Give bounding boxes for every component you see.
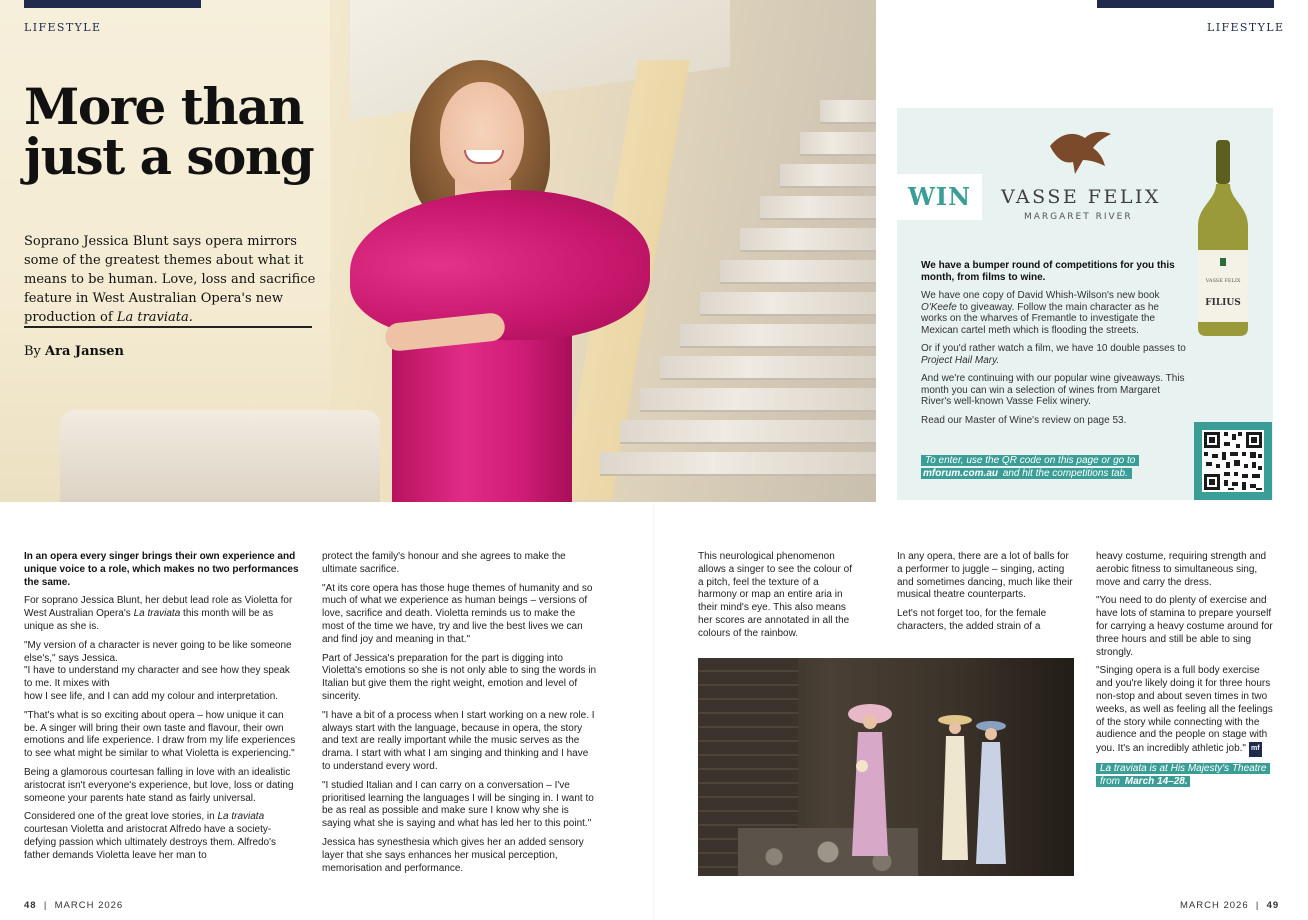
- competition-text: [921, 260, 1186, 433]
- article-paragraph: Considered one of the great love stories, in La traviata courtesan Violetta and aristocrat Alfredo have a society-defying passion which ultimately destroys them. Alfredo's father demands Violetta leave her man to: [24, 811, 277, 861]
- article-paragraph: "That's what is so exciting about opera – how unique it can be. A singer will bring their own taste and flavour, their own emotions and life experience. I draw from my life experiences to see what might be similar to what Violetta is experiencing.": [24, 709, 296, 760]
- article-column-3: [698, 551, 860, 647]
- performance-details: La traviata is at His Majesty's Theatre from March 14–28.: [1096, 763, 1276, 789]
- article-column-4: [897, 551, 1077, 640]
- left-top-bar: [24, 0, 201, 8]
- bottle-label-name: FILIUS: [1205, 298, 1241, 308]
- standfirst: [24, 232, 324, 327]
- right-folio: MARCH 2026 | 49: [1180, 900, 1280, 911]
- standfirst-text: Soprano Jessica Blunt says opera mirrors some of the greatest themes about what it means to be human. Love, loss and sacrifice feature in West Australian Opera's new production of: [24, 234, 316, 325]
- qr-code-icon[interactable]: [1194, 422, 1272, 500]
- competition-p4: Read our Master of Wine's review on page 53.: [921, 414, 1127, 426]
- end-mark-icon: mf: [1249, 742, 1262, 757]
- competition-cta: To enter, use the QR code on this page or go to mforum.com.au and hit the competitions tab.: [921, 455, 1176, 480]
- article-paragraph: This neurological phenomenon allows a singer to see the colour of a pitch, feel the texture of a harmony or map an entire aria in their mind's eye. This also means her scores are annotated in all the colours of the rainbow.: [698, 551, 852, 639]
- article-paragraph: In any opera, there are a lot of balls for a performer to juggle – singing, acting and sometimes dancing, much like their musical theatre counterparts.: [897, 551, 1073, 601]
- article-lead: In an opera every singer brings their own experience and unique voice to a role, which makes no two performances the same.: [24, 551, 299, 588]
- article-paragraph: For soprano Jessica Blunt, her debut lead role as Violetta for West Australian Opera's La traviata this month will be as unique as she is.: [24, 595, 293, 632]
- competition-link[interactable]: mforum.com.au: [923, 467, 999, 479]
- competition-p2: Or if you'd rather watch a film, we have 10 double passes to Project Hail Mary.: [921, 343, 1186, 366]
- byline-prefix: By: [24, 344, 41, 359]
- article-paragraph: "I have a bit of a process when I start working on a new role. I always start with the language, because in opera, the story and text are really important while the music serves as the drama. I start with what I am singing and thinking and I have to understand every word.: [322, 709, 595, 772]
- wine-bottle-image: [1194, 140, 1252, 336]
- title-line-2: just a song: [24, 127, 314, 186]
- right-top-bar: [1097, 0, 1274, 8]
- article-paragraph: protect the family's honour and she agrees to make the ultimate sacrifice.: [322, 551, 566, 575]
- article-title: [24, 77, 344, 186]
- byline-author: Ara Jansen: [45, 344, 124, 359]
- article-paragraph: Being a glamorous courtesan falling in love with an idealistic aristocrat isn't everyone's experience, but love, loss or dating someone your parents hate stand as fairly universal.: [24, 766, 294, 804]
- article-column-5: [1096, 551, 1276, 795]
- article-paragraph: "At its core opera has those huge themes of humanity and so much of what we experience as human beings – versions of love, sacrifice and death. Violetta reminds us to make the most of the time we have, try and live the best lives we can and find joy and meaning in that.": [322, 582, 593, 645]
- vasse-felix-bird-icon: [1045, 126, 1115, 180]
- competition-p3: And we're continuing with our popular wine giveaways. This month you can win a selection of wines from Margaret River's well-known Vasse Felix winery.: [921, 373, 1185, 407]
- article-paragraph: heavy costume, requiring strength and aerobic fitness to simultaneous sing, move and carry the dress.: [1096, 551, 1267, 588]
- stage-production-photo: [698, 658, 1074, 876]
- right-section-label: LIFESTYLE: [1207, 21, 1285, 34]
- byline: [24, 344, 124, 359]
- byline-rule: [24, 326, 312, 328]
- bottle-label-brand: VASSE FELIX: [1205, 278, 1241, 284]
- article-column-1: [24, 551, 299, 869]
- vasse-felix-name: VASSE FELIX: [1001, 186, 1161, 208]
- vasse-felix-region: MARGARET RIVER: [1024, 212, 1133, 222]
- article-paragraph: "You need to do plenty of exercise and have lots of stamina to prepare yourself for carrying a heavy costume around for three hours and still be able to sing strongly.: [1096, 595, 1273, 658]
- article-paragraph: Part of Jessica's preparation for the part is digging into Violetta's emotions so she is not only able to sing the words in Italian but give them the right weight, emotion and level of sincerity.: [322, 652, 597, 702]
- competition-p1: We have one copy of David Whish-Wilson's new book O'Keefe to giveaway. Follow the main character as he works on the wharves of Fremantle to investigate the Mexican cartel meth which is flooding the streets.: [921, 290, 1160, 336]
- article-paragraph: Let's not forget too, for the female characters, the added strain of a: [897, 608, 1047, 632]
- article-paragraph: "My version of a character is never going to be like someone else's," says Jessica. "I have to understand my character and see how they speak to me. It mixes with how I see life, and I can add my colour and interpretation.: [24, 639, 292, 702]
- article-paragraph: "Singing opera is a full body exercise and you're likely doing it for three hours non-stop and about seven times in two weeks, as well as feeling all the feelings of the story while connecting with the audience and the people on stage with you. It's an incredibly athletic job." mf: [1096, 665, 1276, 757]
- title-line-1: More than: [24, 77, 303, 136]
- left-section-label: LIFESTYLE: [24, 21, 102, 34]
- article-column-2: [322, 551, 597, 881]
- article-paragraph: Jessica has synesthesia which gives her an added sensory layer that she says enhances her musical perception, memorisation and performance.: [322, 836, 584, 874]
- standfirst-italic: La traviata.: [116, 310, 193, 325]
- competition-lead: We have a bumper round of competitions for you this month, from films to wine.: [921, 260, 1175, 283]
- win-badge: WIN: [897, 174, 982, 220]
- left-folio: 48 | MARCH 2026: [24, 900, 124, 911]
- article-paragraph: "I studied Italian and I can carry on a conversation – I've prioritised learning the languages I will be singing in. I want to be as real as possible and make sure I know why she is saying what she is saying and what has led her to this point.": [322, 779, 594, 830]
